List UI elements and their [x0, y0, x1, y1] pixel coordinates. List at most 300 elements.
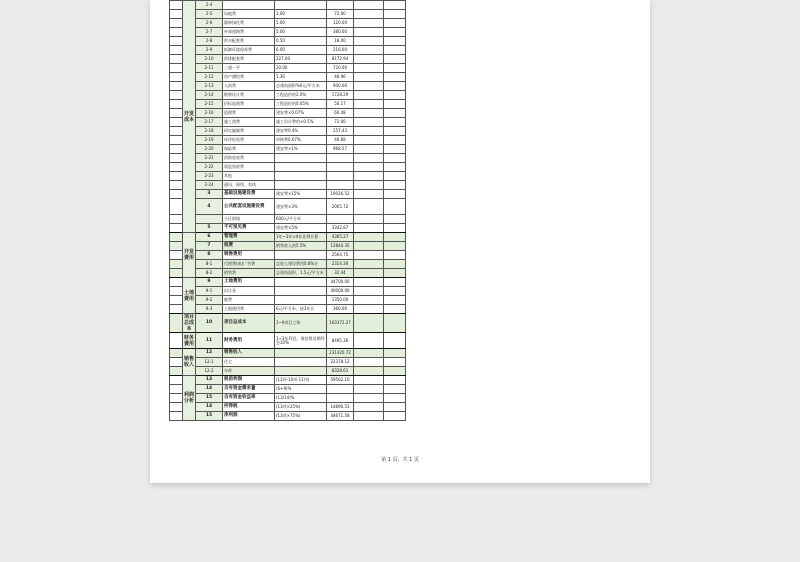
blank-cell	[384, 190, 406, 199]
blank-cell	[384, 172, 406, 181]
blank-cell	[354, 37, 384, 46]
amount: 380.00	[327, 28, 354, 37]
blank-cell	[170, 367, 183, 376]
calc-basis: 建安费×15%	[275, 190, 327, 199]
row-number: 15	[196, 412, 223, 421]
blank-cell	[354, 172, 384, 181]
blank-cell	[354, 10, 384, 19]
row-number: 12	[196, 349, 223, 358]
amount: 968.57	[327, 145, 354, 154]
blank-cell	[384, 260, 406, 269]
calc-basis: (12项-10项-11项)	[275, 376, 327, 385]
table-row	[170, 251, 406, 260]
section-label: 土地费用	[183, 278, 196, 314]
blank-cell	[384, 296, 406, 305]
blank-cell	[170, 333, 183, 349]
row-number: 8-2	[196, 269, 223, 278]
amount: 19026.52	[327, 190, 354, 199]
blank-cell	[384, 314, 406, 333]
calc-basis: 建安费×5%	[275, 224, 327, 233]
amount: 50.17	[327, 100, 354, 109]
blank-cell	[384, 412, 406, 421]
blank-cell	[384, 251, 406, 260]
row-number: 2-4	[196, 1, 223, 10]
table-row	[170, 224, 406, 233]
calc-basis: 5.00	[275, 28, 327, 37]
blank-cell	[354, 376, 384, 385]
table-row	[170, 109, 406, 118]
table-row	[170, 376, 406, 385]
calc-basis: (6+9)%	[275, 385, 327, 394]
blank-cell	[354, 190, 384, 199]
blank-cell	[384, 37, 406, 46]
blank-cell	[354, 412, 384, 421]
blank-cell	[170, 136, 183, 145]
amount	[327, 394, 354, 403]
blank-cell	[384, 403, 406, 412]
blank-cell	[384, 136, 406, 145]
blank-cell	[170, 100, 183, 109]
table-row	[170, 64, 406, 73]
amount: 48.96	[327, 73, 354, 82]
blank-cell	[170, 190, 183, 199]
blank-cell	[354, 118, 384, 127]
calc-basis: (13项×25%)	[275, 403, 327, 412]
amount: 60.48	[327, 109, 354, 118]
row-number: 9-1	[196, 287, 223, 296]
item-name: 保险费	[223, 145, 275, 154]
blank-cell	[354, 215, 384, 224]
row-number: 11	[196, 333, 223, 349]
calc-basis: 600元/平方米	[275, 215, 327, 224]
blank-cell	[384, 145, 406, 154]
row-number: 2-15	[196, 100, 223, 109]
calc-basis: 1年~3年×4年比例计算	[275, 233, 327, 242]
row-number: 2-13	[196, 82, 223, 91]
table-row	[170, 233, 406, 242]
blank-cell	[170, 145, 183, 154]
calc-basis: 销售收入的5.5%	[275, 242, 327, 251]
row-number: 2-14	[196, 91, 223, 100]
table-row	[170, 118, 406, 127]
calc-basis: 建安费0.4%	[275, 127, 327, 136]
blank-cell	[170, 181, 183, 190]
calc-basis: 总收入建设费用0.8%计	[275, 260, 327, 269]
row-number: 14	[196, 385, 223, 394]
blank-cell	[170, 163, 183, 172]
row-number: 2-8	[196, 37, 223, 46]
blank-cell	[170, 64, 183, 73]
blank-cell	[170, 199, 183, 215]
item-name: 施工图费	[223, 118, 275, 127]
table-row	[170, 136, 406, 145]
row-number: 2-17	[196, 118, 223, 127]
blank-cell	[384, 10, 406, 19]
table-row	[170, 403, 406, 412]
amount: 18.00	[327, 37, 354, 46]
row-number: 2-12	[196, 73, 223, 82]
table-row	[170, 305, 406, 314]
amount: 40000.00	[327, 287, 354, 296]
calc-basis: 建安费×3%	[275, 199, 327, 215]
table-row	[170, 385, 406, 394]
item-name: 抵御环境保养费	[223, 46, 275, 55]
blank-cell	[384, 28, 406, 37]
row-number: 2-19	[196, 136, 223, 145]
row-number: 12-2	[196, 367, 223, 376]
blank-cell	[354, 136, 384, 145]
cost-table	[169, 0, 406, 421]
blank-cell	[170, 224, 183, 233]
blank-cell	[170, 55, 183, 64]
blank-cell	[354, 287, 384, 296]
blank-cell	[354, 154, 384, 163]
table-row	[170, 55, 406, 64]
item-name: 人防费	[223, 82, 275, 91]
blank-cell	[354, 46, 384, 55]
amount: 1350.00	[327, 296, 354, 305]
row-number: 13	[196, 376, 223, 385]
calc-basis	[275, 163, 327, 172]
blank-cell	[354, 296, 384, 305]
item-name: 消防验收费	[223, 154, 275, 163]
table-row	[170, 1, 406, 10]
blank-cell	[354, 394, 384, 403]
blank-cell	[170, 154, 183, 163]
item-name: 代理费(或)广告费	[223, 260, 275, 269]
amount: 2005.72	[327, 199, 354, 215]
amount: 8172.94	[327, 55, 354, 64]
blank-cell	[384, 233, 406, 242]
amount	[327, 172, 354, 181]
blank-cell	[354, 260, 384, 269]
table-row	[170, 269, 406, 278]
row-number: 9-3	[196, 305, 223, 314]
amount: 231420.72	[327, 349, 354, 358]
amount: 8495.36	[327, 333, 354, 349]
blank-cell	[170, 19, 183, 28]
blank-cell	[384, 100, 406, 109]
row-number: 9-2	[196, 296, 223, 305]
row-number: 15	[196, 394, 223, 403]
row-number: 8-1	[196, 260, 223, 269]
blank-cell	[354, 109, 384, 118]
blank-cell	[354, 91, 384, 100]
blank-cell	[354, 199, 384, 215]
item-name: 财务费用	[223, 333, 275, 349]
item-name: 自有资金需求量	[223, 385, 275, 394]
amount: 257.43	[327, 127, 354, 136]
table-row	[170, 145, 406, 154]
blank-cell	[384, 349, 406, 358]
amount	[327, 163, 354, 172]
blank-cell	[354, 233, 384, 242]
blank-cell	[354, 367, 384, 376]
row-number: 3	[196, 190, 223, 199]
item-name: 质监验收费	[223, 163, 275, 172]
item-name: 研究编制费	[223, 127, 275, 136]
table-row	[170, 127, 406, 136]
amount: 44700.00	[327, 278, 354, 287]
item-name: 土地费用	[223, 278, 275, 287]
calc-basis: 6.00	[275, 46, 327, 55]
calc-basis: 0.50	[275, 37, 327, 46]
spreadsheet-page	[150, 0, 650, 483]
row-number: 6	[196, 233, 223, 242]
amount: 59562.10	[327, 376, 354, 385]
blank-cell	[170, 215, 183, 224]
blank-cell	[170, 349, 183, 358]
item-name: 环评检验费	[223, 136, 275, 145]
blank-cell	[354, 385, 384, 394]
table-row	[170, 287, 406, 296]
row-number: 9	[196, 278, 223, 287]
blank-cell	[170, 37, 183, 46]
blank-cell	[170, 172, 183, 181]
table-row	[170, 163, 406, 172]
amount	[327, 154, 354, 163]
item-name: 不可预见费	[223, 224, 275, 233]
row-number: 4	[196, 199, 223, 215]
section-label: 销售收入	[183, 349, 196, 376]
calc-basis	[275, 367, 327, 376]
table-row	[170, 242, 406, 251]
blank-cell	[384, 19, 406, 28]
amount: 22378.12	[327, 358, 354, 367]
item-name: 招标监理费	[223, 100, 275, 109]
blank-cell	[384, 376, 406, 385]
table-row	[170, 37, 406, 46]
row-number	[196, 215, 223, 224]
blank-cell	[170, 127, 183, 136]
blank-cell	[384, 199, 406, 215]
blank-cell	[354, 251, 384, 260]
row-number: 2-16	[196, 109, 223, 118]
item-name: 项目总成本	[223, 314, 275, 333]
calc-basis: 5.00	[275, 19, 327, 28]
item-name: 房产测绘费	[223, 73, 275, 82]
calc-basis	[275, 251, 327, 260]
row-number: 2-11	[196, 64, 223, 73]
blank-cell	[170, 296, 183, 305]
amount: 72.00	[327, 118, 354, 127]
amount: 163372.27	[327, 314, 354, 333]
blank-cell	[170, 269, 183, 278]
blank-cell	[170, 314, 183, 333]
amount	[327, 385, 354, 394]
blank-cell	[384, 64, 406, 73]
blank-cell	[354, 242, 384, 251]
blank-cell	[384, 358, 406, 367]
row-number: 2-22	[196, 163, 223, 172]
table-row	[170, 333, 406, 349]
item-name: 基础设施建设费	[223, 190, 275, 199]
row-number: 2-18	[196, 127, 223, 136]
calc-basis: 227.00	[275, 55, 327, 64]
blank-cell	[170, 109, 183, 118]
amount: 120.00	[327, 19, 354, 28]
blank-cell	[384, 127, 406, 136]
row-number: 2-9	[196, 46, 223, 55]
blank-cell	[384, 385, 406, 394]
row-number: 7	[196, 242, 223, 251]
blank-cell	[170, 46, 183, 55]
blank-cell	[170, 118, 183, 127]
blank-cell	[384, 1, 406, 10]
item-name: 税前利润	[223, 376, 275, 385]
amount: 720.00	[327, 64, 354, 73]
item-name	[223, 1, 275, 10]
table-row	[170, 358, 406, 367]
blank-cell	[170, 287, 183, 296]
blank-cell	[354, 73, 384, 82]
calc-basis: 1.36	[275, 73, 327, 82]
blank-cell	[170, 305, 183, 314]
calc-basis	[275, 287, 327, 296]
calc-basis: 1~3年利息，借款建设期利息10%	[275, 333, 327, 349]
blank-cell	[354, 278, 384, 287]
amount: 216.00	[327, 46, 354, 55]
calc-basis: 6元/平方米，按3年计	[275, 305, 327, 314]
amount	[327, 181, 354, 190]
row-number: 10	[196, 314, 223, 333]
amount: 44671.58	[327, 412, 354, 421]
blank-cell	[384, 181, 406, 190]
table-row	[170, 19, 406, 28]
blank-cell	[354, 333, 384, 349]
row-number: 5	[196, 224, 223, 233]
blank-cell	[170, 1, 183, 10]
amount: 2564.75	[327, 251, 354, 260]
row-number: 2-5	[196, 10, 223, 19]
blank-cell	[354, 358, 384, 367]
item-name: 出让金	[223, 287, 275, 296]
blank-cell	[354, 82, 384, 91]
blank-cell	[354, 181, 384, 190]
calc-basis: 施工设计费的×0.5%	[275, 118, 327, 127]
section-label: 项目总成本	[184, 314, 195, 332]
calc-basis	[275, 278, 327, 287]
table-row	[170, 100, 406, 109]
item-name: 三通一平	[223, 64, 275, 73]
blank-cell	[384, 224, 406, 233]
item-name: 税费	[223, 242, 275, 251]
section-label: 财务费用	[184, 334, 195, 347]
blank-cell	[170, 403, 183, 412]
table-row	[170, 278, 406, 287]
item-name: 住宅	[223, 358, 275, 367]
amount: 14890.53	[327, 403, 354, 412]
blank-cell	[354, 127, 384, 136]
item-name: 自有资金收益率	[223, 394, 275, 403]
calc-basis: 3.00	[275, 10, 327, 19]
blank-cell	[354, 145, 384, 154]
table-row	[170, 181, 406, 190]
blank-cell	[170, 28, 183, 37]
item-name: 税费	[223, 296, 275, 305]
table-row	[170, 28, 406, 37]
row-number: 8	[196, 251, 223, 260]
blank-cell	[170, 242, 183, 251]
table-row	[170, 154, 406, 163]
blank-cell	[384, 269, 406, 278]
blank-cell	[170, 10, 183, 19]
calc-basis	[275, 181, 327, 190]
item-name: 监理费	[223, 109, 275, 118]
table-row	[170, 215, 406, 224]
table-row	[170, 73, 406, 82]
blank-cell	[354, 55, 384, 64]
blank-cell	[170, 394, 183, 403]
amount: 1728.29	[327, 91, 354, 100]
table-row	[170, 394, 406, 403]
blank-cell	[354, 269, 384, 278]
page-number: 第 1 页，共 1 页	[381, 457, 419, 463]
item-name: 销售费	[223, 269, 275, 278]
calc-basis	[275, 358, 327, 367]
blank-cell	[354, 305, 384, 314]
amount: 360.00	[327, 305, 354, 314]
blank-cell	[384, 118, 406, 127]
blank-cell	[354, 349, 384, 358]
section-label: 开发成本	[183, 1, 196, 233]
item-name: 公共配套设施建设费	[223, 199, 275, 215]
blank-cell	[384, 367, 406, 376]
blank-cell	[384, 154, 406, 163]
item-name: 销售费用	[223, 251, 275, 260]
calc-basis	[275, 172, 327, 181]
blank-cell	[170, 358, 183, 367]
item-name: 外部道路费	[223, 28, 275, 37]
table-row	[170, 367, 406, 376]
blank-cell	[384, 163, 406, 172]
row-number: 2-10	[196, 55, 223, 64]
calc-basis: (13项×75%)	[275, 412, 327, 421]
table-row	[170, 172, 406, 181]
table-row	[170, 10, 406, 19]
blank-cell	[384, 333, 406, 349]
calc-basis: (13/14)%	[275, 394, 327, 403]
blank-cell	[354, 1, 384, 10]
item-name: 净利润	[223, 412, 275, 421]
blank-cell	[170, 260, 183, 269]
blank-cell	[354, 100, 384, 109]
blank-cell	[384, 287, 406, 296]
item-name: 土地使用费	[223, 305, 275, 314]
item-name: 场地费	[223, 10, 275, 19]
table-row	[170, 91, 406, 100]
blank-cell	[354, 403, 384, 412]
blank-cell	[384, 55, 406, 64]
amount: 900.00	[327, 82, 354, 91]
blank-cell	[170, 233, 183, 242]
amount	[327, 215, 354, 224]
calc-basis: 审核费0.07%	[275, 136, 327, 145]
blank-cell	[170, 412, 183, 421]
row-number: 2-21	[196, 154, 223, 163]
blank-cell	[384, 394, 406, 403]
item-name: 勘察设计费	[223, 91, 275, 100]
item-name: 供水配套费	[223, 37, 275, 46]
row-number: 2-24	[196, 181, 223, 190]
blank-cell	[384, 91, 406, 100]
blank-cell	[384, 109, 406, 118]
table-row	[170, 82, 406, 91]
amount: 32.44	[327, 269, 354, 278]
table-row	[170, 314, 406, 333]
row-number: 2-23	[196, 172, 223, 181]
blank-cell	[354, 64, 384, 73]
